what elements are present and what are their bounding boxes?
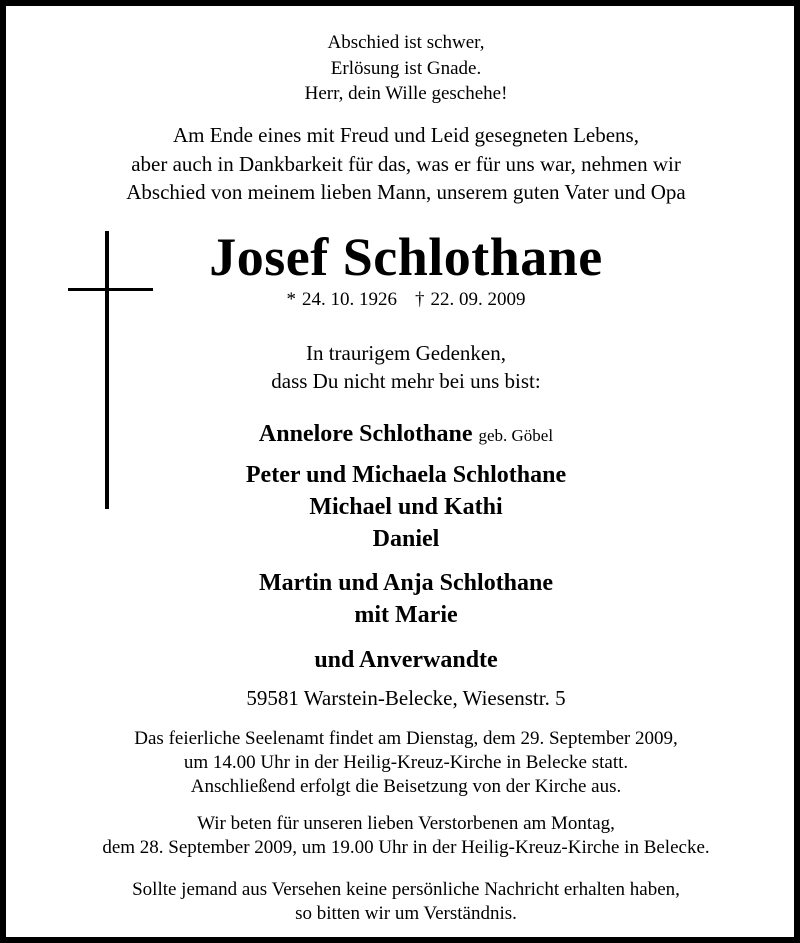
birth-symbol: * bbox=[286, 289, 296, 310]
closing-line-2: so bitten wir um Verständnis. bbox=[295, 903, 517, 924]
motto-line-2: Erlösung ist Gnade. bbox=[330, 58, 482, 79]
wife-name: Annelore Schlothane bbox=[258, 421, 473, 447]
memory-line-1: In traurigem Gedenken, bbox=[305, 341, 506, 365]
memory-line-2: dass Du nicht mehr bei uns bist: bbox=[271, 369, 541, 393]
prayer-line-1: Wir beten für unseren lieben Verstorbenen am Montag, bbox=[197, 813, 615, 834]
life-dates bbox=[6, 290, 800, 309]
mourner-line: mit Marie bbox=[354, 602, 458, 628]
mourner-wife bbox=[6, 422, 800, 446]
birth-date: 24. 10. 1926 bbox=[302, 289, 397, 310]
mourner-line: Daniel bbox=[372, 526, 440, 552]
motto-line-3: Herr, dein Wille geschehe! bbox=[304, 83, 508, 104]
funeral-line-3: Anschließend erfolgt die Beisetzung von der Kirche aus. bbox=[190, 776, 622, 797]
death-symbol: † bbox=[415, 289, 425, 310]
mourner-line: Michael und Kathi bbox=[309, 494, 503, 520]
funeral-line-1: Das feierliche Seelenamt findet am Dienstag, dem 29. September 2009, bbox=[134, 728, 678, 749]
death-date: 22. 09. 2009 bbox=[430, 289, 526, 310]
deceased-name: Josef Schlothane bbox=[209, 227, 603, 287]
address: 59581 Warstein-Belecke, Wiesenstr. 5 bbox=[246, 686, 566, 710]
motto-line-1: Abschied ist schwer, bbox=[327, 32, 485, 53]
wife-maiden-name: geb. Göbel bbox=[478, 426, 554, 445]
mourner-line: Martin und Anja Schlothane bbox=[258, 570, 554, 596]
closing-line-1: Sollte jemand aus Versehen keine persönliche Nachricht erhalten haben, bbox=[132, 879, 680, 900]
funeral-line-2: um 14.00 Uhr in der Heilig-Kreuz-Kirche in Belecke statt. bbox=[183, 752, 629, 773]
intro-line-3: Abschied von meinem lieben Mann, unserem guten Vater und Opa bbox=[126, 180, 686, 204]
mourner-relatives: und Anverwandte bbox=[314, 647, 498, 673]
intro-line-2: aber auch in Dankbarkeit für das, was er für uns war, nehmen wir bbox=[131, 152, 681, 176]
mourner-line: Peter und Michaela Schlothane bbox=[245, 462, 567, 488]
intro-line-1: Am Ende eines mit Freud und Leid gesegneten Lebens, bbox=[173, 123, 639, 147]
prayer-line-2: dem 28. September 2009, um 19.00 Uhr in der Heilig-Kreuz-Kirche in Belecke. bbox=[102, 837, 710, 858]
